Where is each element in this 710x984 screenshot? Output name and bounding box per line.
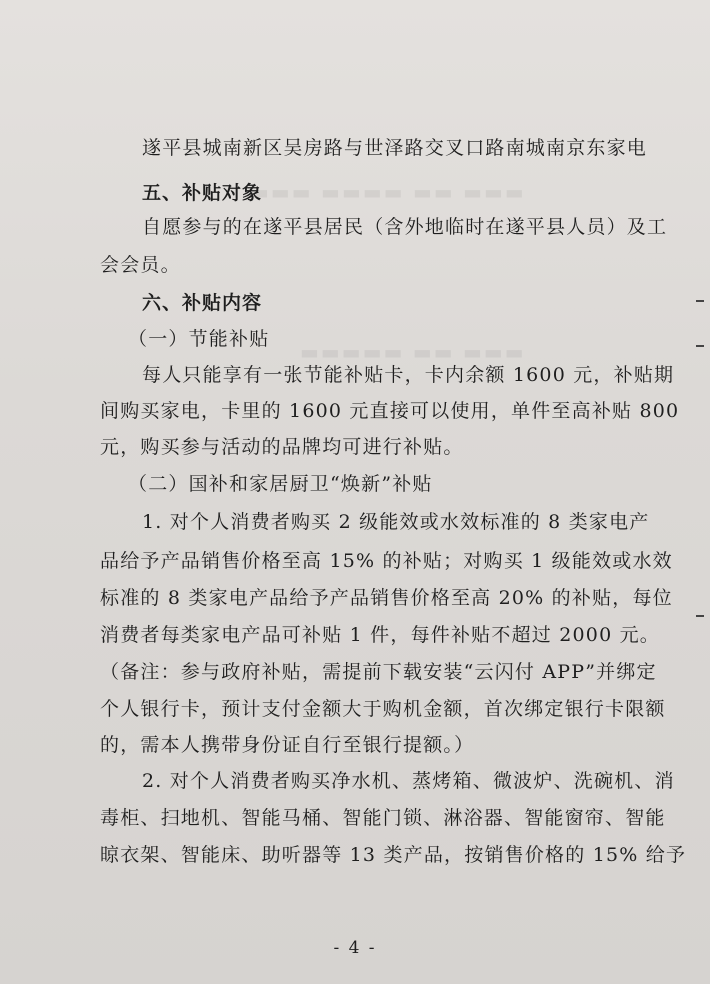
section-heading: 五、补贴对象 — [142, 182, 263, 204]
text-line: 品给予产品销售价格至高 15% 的补贴；对购买 1 级能效或水效 — [100, 550, 673, 572]
bleed-through-mark: ▬▬▬ ▬▬▬▬ ▬▬ ▬▬▬ — [250, 180, 526, 204]
text-line: 会会员。 — [100, 254, 181, 276]
text-line: 的，需本人携带身份证自行至银行提额。） — [100, 734, 475, 756]
subsection-heading: （一）节能补贴 — [128, 328, 270, 350]
text-line: （备注：参与政府补贴，需提前下载安装“云闪付 APP”并绑定 — [100, 661, 657, 683]
page-number: - 4 - — [333, 938, 377, 958]
text-line: 个人银行卡，预计支付金额大于购机金额，首次绑定银行卡限额 — [100, 698, 666, 720]
text-line: 每人只能享有一张节能补贴卡，卡内余额 1600 元，补贴期 — [142, 364, 675, 386]
text-line: 遂平县城南新区吴房路与世泽路交叉口路南城南京东家电 — [142, 137, 648, 159]
text-line: 自愿参与的在遂平县居民（含外地临时在遂平县人员）及工 — [142, 216, 668, 238]
subsection-heading: （二）国补和家居厨卫“焕新”补贴 — [128, 473, 433, 495]
binder-mark — [696, 615, 704, 617]
text-line: 元，购买参与活动的品牌均可进行补贴。 — [100, 436, 464, 458]
text-line: 标准的 8 类家电产品给予产品销售价格至高 20% 的补贴，每位 — [100, 587, 673, 609]
text-line: 2. 对个人消费者购买净水机、蒸烤箱、微波炉、洗碗机、消 — [142, 770, 675, 792]
bleed-through-mark: ▬▬▬▬▬ ▬▬ ▬▬▬ — [300, 340, 526, 364]
text-line: 毒柜、扫地机、智能马桶、智能门锁、淋浴器、智能窗帘、智能 — [100, 807, 666, 829]
binder-mark — [696, 300, 704, 302]
section-heading: 六、补贴内容 — [142, 292, 263, 314]
text-line: 消费者每类家电产品可补贴 1 件，每件补贴不超过 2000 元。 — [100, 624, 661, 646]
text-line: 1. 对个人消费者购买 2 级能效或水效标准的 8 类家电产 — [142, 511, 650, 533]
binder-mark — [696, 345, 704, 347]
text-line: 间购买家电，卡里的 1600 元直接可以使用，单件至高补贴 800 — [100, 400, 680, 422]
text-line: 晾衣架、智能床、助听器等 13 类产品，按销售价格的 15% 给予 — [100, 844, 687, 866]
